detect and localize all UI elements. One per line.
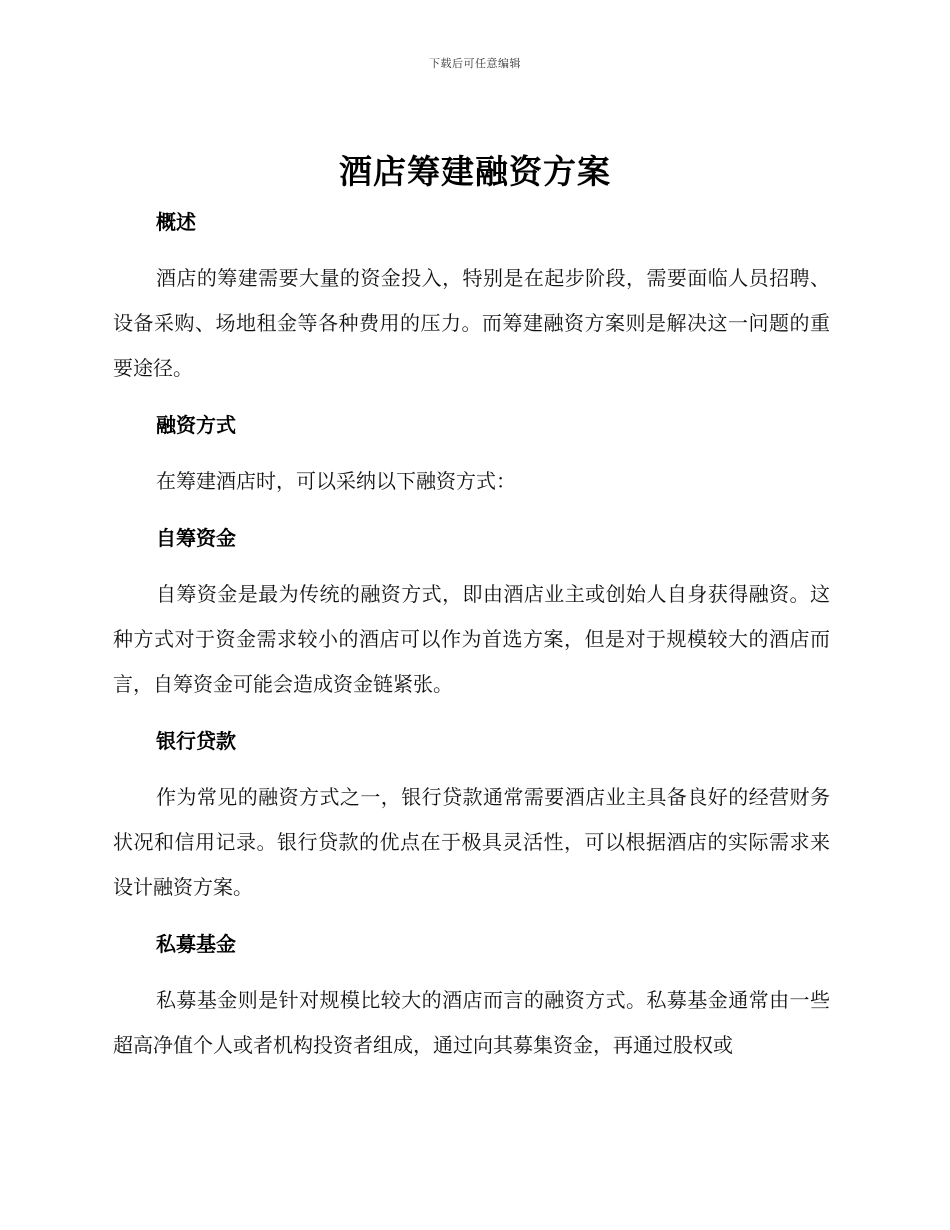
section-heading-private-fund: 私募基金 (156, 932, 236, 956)
document-title: 酒店筹建融资方案 (339, 152, 611, 191)
section-paragraph-overview: 酒店的筹建需要大量的资金投入，特别是在起步阶段，需要面临人员招聘、设备采购、场地租金等各种费用的压力。而筹建融资方案则是解决这一问题的重要途径。 (113, 266, 830, 380)
section-paragraph-methods: 在筹建酒店时，可以采纳以下融资方式： (156, 469, 516, 493)
section-paragraph-private-fund: 私募基金则是针对规模比较大的酒店而言的融资方式。私募基金通常由一些超高净值个人或者机构投资者组成，通过向其募集资金，再通过股权或 (113, 988, 830, 1057)
section-paragraph-bank-loan: 作为常见的融资方式之一，银行贷款通常需要酒店业主具备良好的经营财务状况和信用记录。银行贷款的优点在于极具灵活性，可以根据酒店的实际需求来设计融资方案。 (113, 785, 830, 899)
document-body (113, 200, 830, 1068)
section-heading-self-funding: 自筹资金 (156, 526, 236, 550)
section-heading-bank-loan: 银行贷款 (156, 729, 236, 753)
section-heading-methods: 融资方式 (156, 413, 236, 437)
header-note: 下载后可任意编辑 (429, 57, 521, 70)
section-heading-overview: 概述 (156, 210, 196, 234)
section-paragraph-self-funding: 自筹资金是最为传统的融资方式，即由酒店业主或创始人自身获得融资。这种方式对于资金需求较小的酒店可以作为首选方案，但是对于规模较大的酒店而言，自筹资金可能会造成资金链紧张。 (113, 582, 830, 696)
